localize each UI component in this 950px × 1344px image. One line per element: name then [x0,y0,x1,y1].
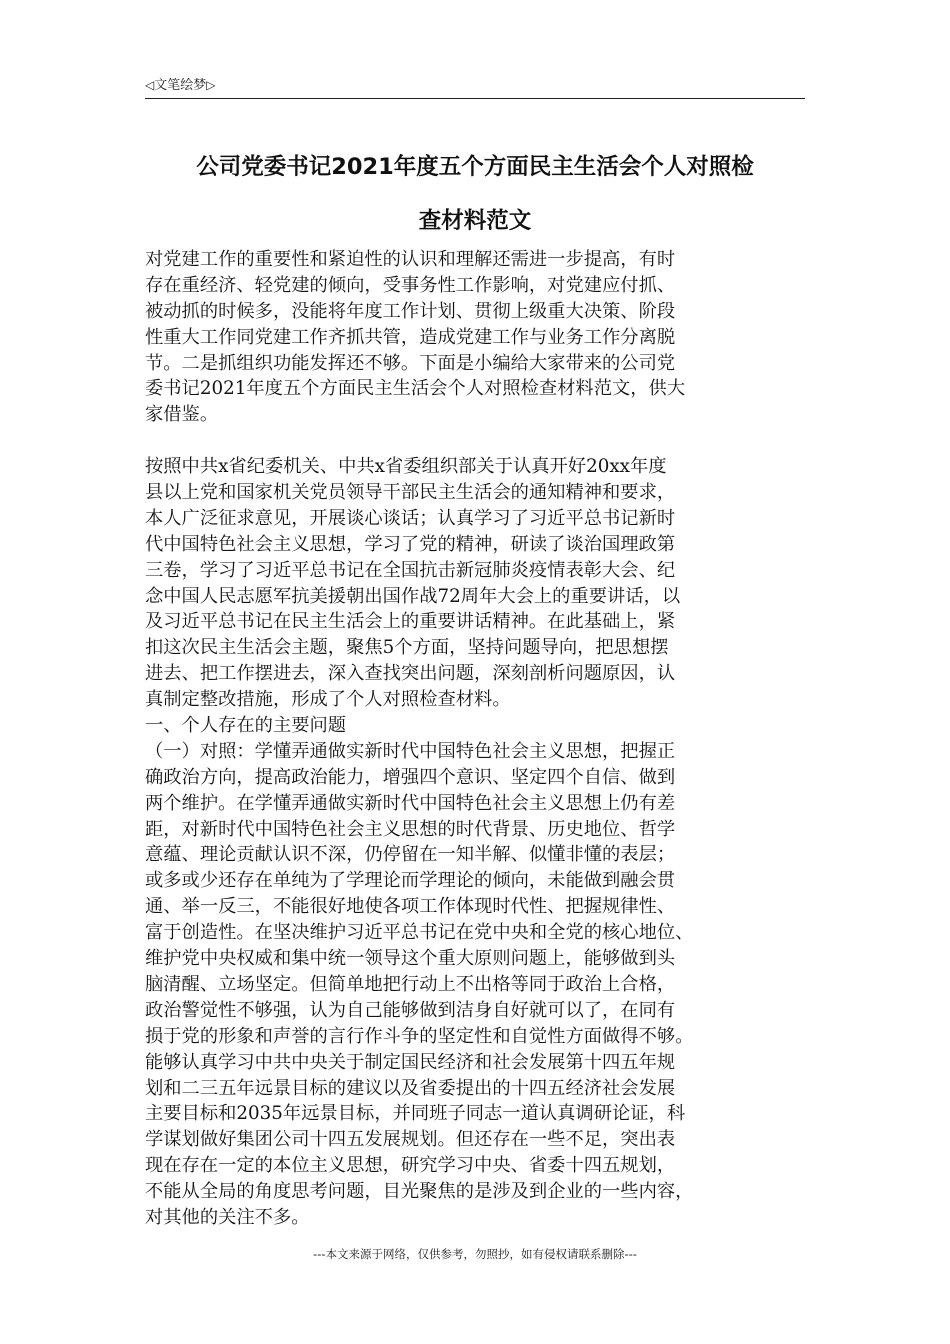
text-line: 脑清醒、立场坚定。但简单地把行动上不出格等同于政治上合格， [145,973,676,995]
text-line: 念中国人民志愿军抗美援朝出国作战72周年大会上的重要讲话，以 [145,585,681,607]
text-line: 维护党中央权威和集中统一领导这个重大原则问题上，能够做到头 [145,948,676,970]
triangle-right-icon: ▷ [206,78,216,92]
text-line: 两个维护。在学懂弄通做实新时代中国特色社会主义思想上仍有差 [145,792,676,814]
intro-paragraph [145,247,807,428]
text-line: 不能从全局的角度思考问题，目光聚焦的是涉及到企业的一些内容， [145,1181,694,1203]
text-line: 真制定整改措施，形成了个人对照检查材料。 [145,689,511,711]
title-line-2: 查材料范文 [418,208,532,234]
text-line: 或多或少还存在单纯为了学理论而学理论的倾向，未能做到融会贯 [145,870,676,892]
text-line: 对党建工作的重要性和紧迫性的认识和理解还需进一步提高，有时 [145,249,676,270]
text-line: 被动抓的时候多，没能将年度工作计划、贯彻上级重大决策、阶段 [145,300,676,322]
paragraph-spacer [145,428,807,454]
section-heading: 一、个人存在的主要问题 [145,715,347,737]
triangle-left-icon: ◁ [145,78,155,92]
text-line: 三卷，学习了习近平总书记在全国抗击新冠肺炎疫情表彰大会、纪 [145,559,676,581]
text-line: 现在存在一定的本位主义思想，研究学习中央、省委十四五规划， [145,1155,676,1177]
header-logo-text: 文笔绘梦 [154,78,207,93]
text-line: 委书记2021年度五个方面民主生活会个人对照检查材料范文，供大 [145,378,686,400]
text-line: 按照中共x省纪委机关、中共x省委组织部关于认真开好20xx年度 [145,456,667,478]
document-body [145,247,807,1231]
text-line: 家借鉴。 [145,404,219,426]
text-line: 性重大工作同党建工作齐抓共管，造成党建工作与业务工作分离脱 [145,326,676,348]
text-line: （一）对照：学懂弄通做实新时代中国特色社会主义思想，把握正 [145,740,676,762]
text-line: 本人广泛征求意见，开展谈心谈话；认真学习了习近平总书记新时 [145,507,676,529]
text-line: 扣这次民主生活会主题，聚焦5个方面，坚持问题导向，把思想摆 [145,637,669,659]
title-line-1: 公司党委书记2021年度五个方面民主生活会个人对照检 [196,154,754,180]
text-line: 富于创造性。在坚决维护习近平总书记在党中央和全党的核心地位、 [145,922,694,944]
text-line: 距，对新时代中国特色社会主义思想的时代背景、历史地位、哲学 [145,818,676,840]
text-line: 确政治方向，提高政治能力，增强四个意识、坚定四个自信、做到 [145,766,676,788]
text-line: 能够认真学习中共中央关于制定国民经济和社会发展第十四五年规 [145,1051,676,1073]
text-line: 通、举一反三，不能很好地使各项工作体现时代性、把握规律性、 [145,896,676,918]
header-logo [145,76,215,95]
text-line: 政治警觉性不够强，认为自己能够做到洁身自好就可以了，在同有 [145,999,676,1021]
text-line: 及习近平总书记在民主生活会上的重要讲话精神。在此基础上，紧 [145,611,676,633]
text-line: 代中国特色社会主义思想，学习了党的精神，研读了谈治国理政第 [145,533,676,555]
text-line: 主要目标和2035年远景目标，并同班子同志一道认真调研论证，科 [145,1103,686,1125]
text-line: 意蕴、理论贡献认识不深，仍停留在一知半解、似懂非懂的表层； [145,844,676,866]
document-title [145,140,805,248]
main-paragraph [145,454,807,1231]
text-line: 节。二是抓组织功能发挥还不够。下面是小编给大家带来的公司党 [145,352,676,374]
text-line: 对其他的关注不多。 [145,1206,310,1228]
text-line: 存在重经济、轻党建的倾向，受事务性工作影响，对党建应付抓、 [145,274,676,296]
page-header [145,76,805,99]
text-line: 损于党的形象和声誉的言行作斗争的坚定性和自觉性方面做得不够。 [145,1025,694,1047]
text-line: 县以上党和国家机关党员领导干部民主生活会的通知精神和要求， [145,482,676,504]
text-line: 划和二三五年远景目标的建议以及省委提出的十四五经济社会发展 [145,1077,676,1099]
text-line: 学谋划做好集团公司十四五发展规划。但还存在一些不足，突出表 [145,1129,676,1151]
text-line: 进去、把工作摆进去，深入查找突出问题，深刻剖析问题原因，认 [145,663,676,685]
page-footer: ---本文来源于网络，仅供参考，勿照抄，如有侵权请联系删除--- [313,1247,637,1261]
